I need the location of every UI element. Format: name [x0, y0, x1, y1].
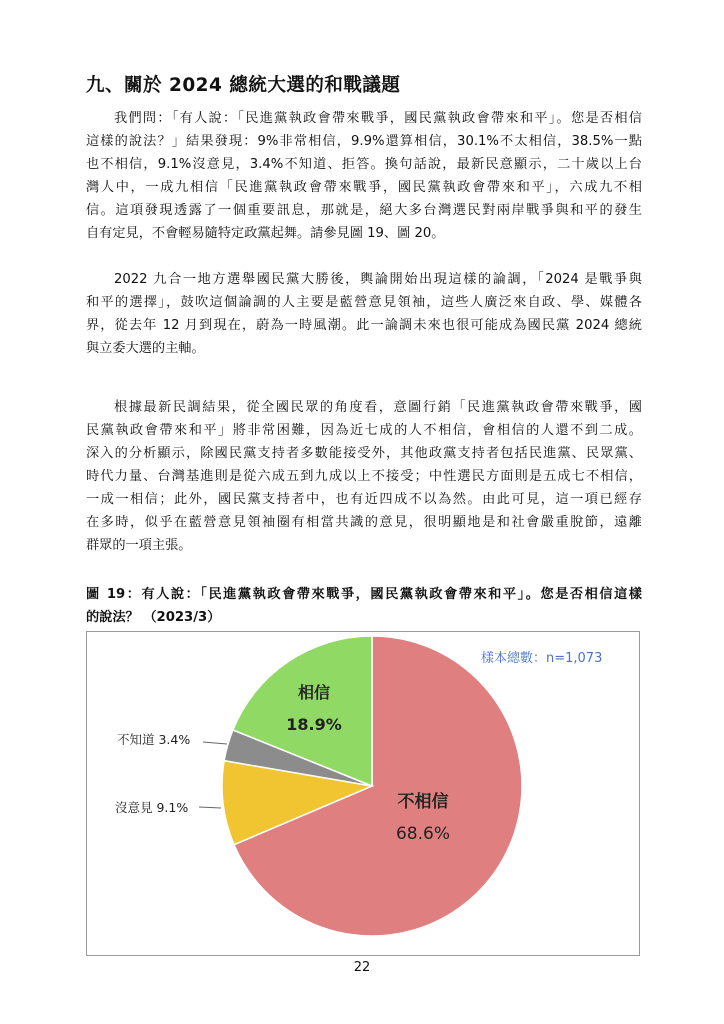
label-no-opinion: 沒意見 9.1%	[115, 800, 189, 815]
value-believe: 18.9%	[286, 715, 342, 734]
text-line: 信。這項發現透露了一個重要訊息，那就是，絕大多台灣選民對兩岸戰爭與和平的發生	[86, 203, 642, 218]
section-heading: 九、關於 2024 總統大選的和戰議題	[86, 75, 401, 96]
text-line: 在多時，似乎在藍營意見領袖圈有相當共識的意見，很明顯地是和社會嚴重脫節，遠離	[86, 515, 642, 530]
leader-line-no-opinion	[199, 807, 221, 808]
text-line: 和平的選擇」，鼓吹這個論調的人主要是藍營意見領袖，這些人廣泛來自政、學、媒體各	[86, 295, 642, 310]
page-number: 22	[353, 960, 371, 975]
text-line: 民黨執政會帶來和平」將非常困難，因為近七成的人不相信，會相信的人還不到二成。	[86, 423, 642, 438]
text-line: 自有定見，不會輕易隨特定政黨起舞。請參見圖 19、圖 20。	[86, 226, 445, 241]
caption-line: 的說法？ （2023/3）	[86, 610, 221, 625]
pie-chart	[87, 632, 639, 955]
pie-chart-frame	[86, 631, 640, 956]
leader-line-unknown	[203, 742, 227, 744]
text-line: 我們問：「有人說：「民進黨執政會帶來戰爭，國民黨執政會帶來和平」。您是否相信	[114, 111, 642, 126]
text-line: 時代力量、台灣基進則是從六成五到九成以上不接受；中性選民方面則是五成七不相信，	[86, 469, 642, 484]
text-line: 一成一相信；此外，國民黨支持者中，也有近四成不以為然。由此可見，這一項已經存	[86, 492, 642, 507]
value-not-believe: 68.6%	[395, 824, 451, 844]
paragraph-analysis	[86, 396, 642, 557]
text-line: 根據最新民調結果，從全國民眾的角度看，意圖行銷「民進黨執政會帶來戰爭，國	[114, 400, 642, 415]
text-line: 也不相信，9.1%沒意見，3.4%不知道、拒答。換句話說，最新民意顯示，二十歲以上台	[86, 157, 642, 172]
sample-size-label: 樣本總數：n=1,073	[481, 651, 603, 666]
text-line: 這樣的說法？」結果發現：9%非常相信，9.9%還算相信，30.1%不太相信，38.5%一點	[86, 134, 642, 149]
paragraph-background	[86, 268, 642, 360]
text-line: 群眾的一項主張。	[86, 538, 192, 553]
text-line: 灣人中，一成九相信「民進黨執政會帶來戰爭，國民黨執政會帶來和平」，六成九不相	[86, 180, 642, 195]
caption-line: 圖 19：有人說：「民進黨執政會帶來戰爭，國民黨執政會帶來和平」。您是否相信這樣	[86, 587, 642, 602]
text-line: 深入的分析顯示，除國民黨支持者多數能接受外，其他政黨支持者包括民進黨、民眾黨、	[86, 446, 642, 461]
paragraph-survey-result	[86, 107, 642, 245]
text-line: 界，從去年 12 月到現在，蔚為一時風潮。此一論調未來也很可能成為國民黨 2024 總統	[86, 318, 642, 333]
text-line: 與立委大選的主軸。	[86, 341, 205, 356]
text-line: 2022 九合一地方選舉國民黨大勝後，輿論開始出現這樣的論調，「2024 是戰爭與	[114, 272, 642, 287]
figure-caption	[86, 583, 642, 629]
label-unknown: 不知道 3.4%	[117, 732, 191, 747]
label-believe: 相信	[297, 683, 331, 702]
label-not-believe: 不相信	[397, 792, 449, 812]
